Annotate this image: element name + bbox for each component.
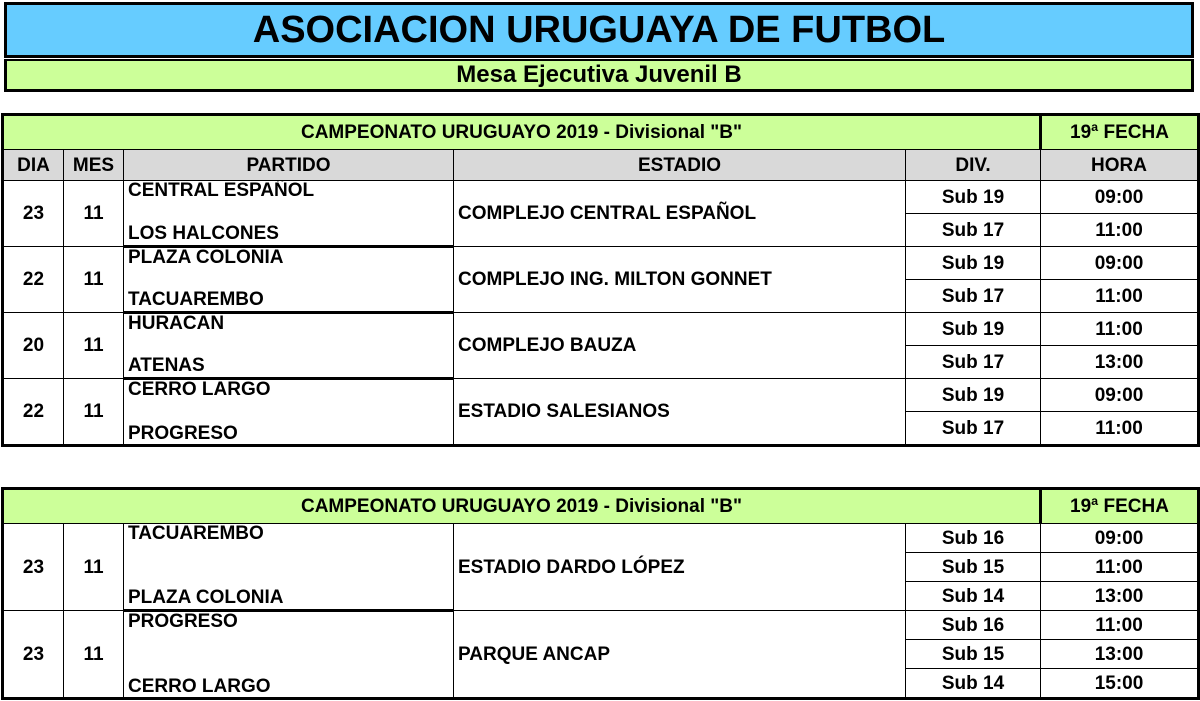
kickoff-time: 09:00 bbox=[1041, 181, 1198, 214]
division: Sub 19 bbox=[906, 313, 1041, 346]
round-label: 19ª FECHA bbox=[1041, 490, 1198, 524]
division: Sub 14 bbox=[906, 669, 1041, 698]
stadium: COMPLEJO ING. MILTON GONNET bbox=[454, 247, 906, 313]
division: Sub 16 bbox=[906, 524, 1041, 553]
page-subtitle: Mesa Ejecutiva Juvenil B bbox=[4, 59, 1194, 92]
away-team: CERRO LARGO bbox=[124, 669, 454, 698]
stadium: COMPLEJO CENTRAL ESPAÑOL bbox=[454, 181, 906, 247]
col-header-div: DIV. bbox=[906, 150, 1041, 181]
kickoff-time: 11:00 bbox=[1041, 553, 1198, 582]
schedule-row bbox=[4, 313, 1198, 346]
championship-title: CAMPEONATO URUGUAYO 2019 - Divisional "B" bbox=[4, 490, 1041, 524]
kickoff-time: 11:00 bbox=[1041, 412, 1198, 445]
home-team: PROGRESO bbox=[124, 611, 454, 640]
away-team: PLAZA COLONIA bbox=[124, 582, 454, 611]
kickoff-time: 09:00 bbox=[1041, 524, 1198, 553]
kickoff-time: 11:00 bbox=[1041, 280, 1198, 313]
stadium: COMPLEJO BAUZA bbox=[454, 313, 906, 379]
match-day: 23 bbox=[4, 611, 64, 698]
col-header-dia: DIA bbox=[4, 150, 64, 181]
col-header-mes: MES bbox=[64, 150, 124, 181]
col-header-hora: HORA bbox=[1041, 150, 1198, 181]
match-day: 22 bbox=[4, 247, 64, 313]
stadium: ESTADIO SALESIANOS bbox=[454, 379, 906, 445]
kickoff-time: 09:00 bbox=[1041, 379, 1198, 412]
stadium: ESTADIO DARDO LÓPEZ bbox=[454, 524, 906, 611]
away-team: ATENAS bbox=[124, 346, 454, 379]
match-month: 11 bbox=[64, 181, 124, 247]
division: Sub 17 bbox=[906, 214, 1041, 247]
col-header-estadio: ESTADIO bbox=[454, 150, 906, 181]
kickoff-time: 11:00 bbox=[1041, 313, 1198, 346]
division: Sub 17 bbox=[906, 412, 1041, 445]
division: Sub 16 bbox=[906, 611, 1041, 640]
division: Sub 14 bbox=[906, 582, 1041, 611]
home-team: TACUAREMBO bbox=[124, 524, 454, 553]
team-spacer bbox=[124, 553, 454, 582]
division: Sub 15 bbox=[906, 553, 1041, 582]
kickoff-time: 13:00 bbox=[1041, 346, 1198, 379]
kickoff-time: 09:00 bbox=[1041, 247, 1198, 280]
home-team: PLAZA COLONIA bbox=[124, 247, 454, 280]
page-title: ASOCIACION URUGUAYA DE FUTBOL bbox=[4, 2, 1194, 58]
match-day: 23 bbox=[4, 524, 64, 611]
kickoff-time: 13:00 bbox=[1041, 640, 1198, 669]
kickoff-time: 15:00 bbox=[1041, 669, 1198, 698]
fixture-table-1 bbox=[3, 115, 1198, 445]
division: Sub 19 bbox=[906, 181, 1041, 214]
stadium: PARQUE ANCAP bbox=[454, 611, 906, 698]
away-team: TACUAREMBO bbox=[124, 280, 454, 313]
division: Sub 17 bbox=[906, 346, 1041, 379]
away-team: LOS HALCONES bbox=[124, 214, 454, 247]
match-day: 23 bbox=[4, 181, 64, 247]
home-team: CERRO LARGO bbox=[124, 379, 454, 412]
away-team: PROGRESO bbox=[124, 412, 454, 445]
schedule-row bbox=[4, 247, 1198, 280]
schedule-row bbox=[4, 379, 1198, 412]
schedule-row bbox=[4, 611, 1198, 640]
schedule-row bbox=[4, 524, 1198, 553]
division: Sub 15 bbox=[906, 640, 1041, 669]
schedule-row bbox=[4, 181, 1198, 214]
championship-title: CAMPEONATO URUGUAYO 2019 - Divisional "B" bbox=[4, 116, 1041, 150]
match-month: 11 bbox=[64, 247, 124, 313]
kickoff-time: 11:00 bbox=[1041, 611, 1198, 640]
fixture-table-2 bbox=[3, 489, 1198, 698]
match-month: 11 bbox=[64, 379, 124, 445]
division: Sub 17 bbox=[906, 280, 1041, 313]
match-day: 22 bbox=[4, 379, 64, 445]
home-team: HURACAN bbox=[124, 313, 454, 346]
col-header-partido: PARTIDO bbox=[124, 150, 454, 181]
match-day: 20 bbox=[4, 313, 64, 379]
home-team: CENTRAL ESPAÑOL bbox=[124, 181, 454, 214]
team-spacer bbox=[124, 640, 454, 669]
match-month: 11 bbox=[64, 611, 124, 698]
division: Sub 19 bbox=[906, 247, 1041, 280]
division: Sub 19 bbox=[906, 379, 1041, 412]
kickoff-time: 11:00 bbox=[1041, 214, 1198, 247]
round-label: 19ª FECHA bbox=[1041, 116, 1198, 150]
kickoff-time: 13:00 bbox=[1041, 582, 1198, 611]
match-month: 11 bbox=[64, 524, 124, 611]
match-month: 11 bbox=[64, 313, 124, 379]
